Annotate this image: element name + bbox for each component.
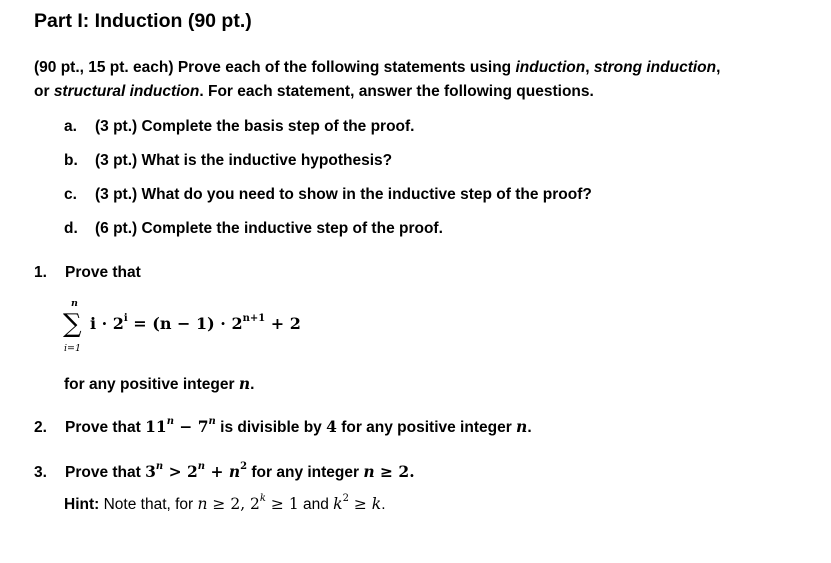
hint-var-n: n [197,495,208,513]
method-structural-induction: structural induction [53,83,200,100]
intro-sep: , [585,59,594,76]
term-n: n [228,462,241,481]
problem-middle: is divisible by [215,419,327,436]
hint-exp-2: 2 [342,492,349,504]
plus-sign: + [205,462,229,481]
question-c [64,186,592,204]
greater-than: > [163,462,187,481]
intro-line2-prefix: or [34,83,54,100]
method-induction: induction [515,59,586,76]
intro-line1-end: , [716,59,721,76]
hint-and: and [298,496,334,513]
problem-number: 1. [34,264,47,281]
condition-var: n [238,374,251,393]
problem-prefix: Prove that [65,464,146,481]
exp-n: n [208,415,216,427]
exp-n: n [197,460,206,472]
sum-rhs: = (n − 1) · 2 [127,314,243,333]
intro-line-1 [34,59,720,77]
intro-line2-suffix: . For each statement, answer the following questions. [199,83,594,100]
sum-lhs-exponent: i [123,312,128,324]
problem-2 [34,417,532,437]
problem-prefix: Prove that [65,419,146,436]
question-a [64,118,415,136]
hint [64,492,386,514]
problem-condition: ≥ 2. [374,462,415,481]
problem-suffix: for any positive integer [336,419,517,436]
summation-symbol: ∑ [63,309,82,339]
hint-k: k [333,495,343,513]
sum-rhs-tail: + 2 [265,314,301,333]
question-d [64,220,443,238]
question-letter: d. [64,220,78,237]
summation-expression [90,314,301,333]
problem-1 [34,264,141,282]
method-strong-induction: strong induction [593,59,717,76]
condition-prefix: for any positive integer [64,376,239,393]
hint-label: Hint: [64,496,100,513]
problem-number: 2. [34,419,47,436]
hint-geq: ≥ [348,495,372,513]
var-n: n [363,462,375,481]
hint-period: . [381,496,386,513]
question-text: (3 pt.) What do you need to show in the inductive step of the proof? [95,186,592,203]
part-title: Part I: Induction (90 pt.) [34,10,252,32]
exp-n: n [166,415,174,427]
problem-1-condition [64,374,254,394]
question-letter: b. [64,152,78,169]
question-text: (3 pt.) Complete the basis step of the proof. [95,118,415,135]
problem-text: Prove that [65,264,141,281]
hint-text: Note that, for [99,496,198,513]
term-7: 7 [197,417,209,436]
question-letter: c. [64,186,77,203]
condition-suffix: . [250,376,255,393]
question-b [64,152,392,170]
problem-end: . [527,419,532,436]
divisor: 4 [326,417,337,436]
question-letter: a. [64,118,77,135]
problem-number: 3. [34,464,47,481]
var-n: n [516,417,528,436]
question-text: (3 pt.) What is the inductive hypothesis? [95,152,393,169]
intro-line-2 [34,83,594,101]
sum-lhs: i · 2 [90,314,124,333]
term-3: 3 [145,462,156,481]
exp-2: 2 [240,460,248,472]
problem-suffix: for any integer [247,464,364,481]
exp-n: n [155,460,164,472]
problem-3 [34,462,415,482]
term-11: 11 [145,417,167,436]
sum-upper-limit: n [71,298,78,309]
hint-k2: k [371,495,382,513]
minus-sign: − [173,417,198,436]
hint-exp-k: k [259,492,266,504]
sum-lower-limit: i=1 [64,343,82,354]
hint-mid: ≥ 1 [265,495,299,513]
question-text: (6 pt.) Complete the inductive step of the proof. [95,220,443,237]
term-2: 2 [186,462,198,481]
hint-cond: ≥ 2, 2 [207,495,260,513]
sum-rhs-exponent: n+1 [242,312,266,324]
intro-prefix: (90 pt., 15 pt. each) Prove each of the following statements using [34,59,516,76]
